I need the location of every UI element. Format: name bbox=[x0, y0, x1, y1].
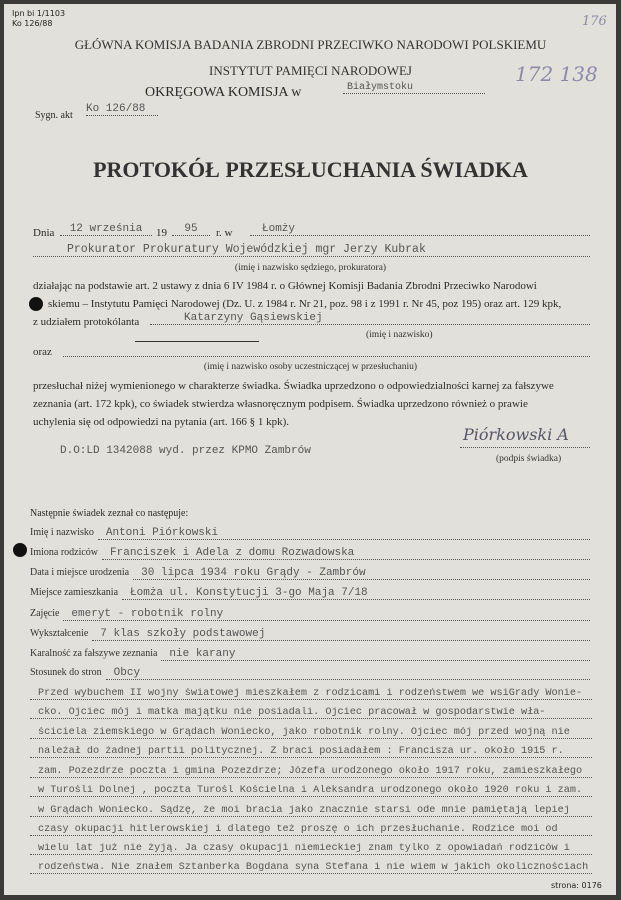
official-name: Prokurator Prokuratury Wojewódzkiej mgr Jerzy Kubrak bbox=[33, 243, 590, 257]
narrative-line: czasy okupacji hitlerowskiej i dlatego też proszę o ich przesłuchanie. Rodzice moi od bbox=[30, 824, 592, 836]
archive-reference bbox=[12, 9, 65, 29]
field-label: Imiona rodziców bbox=[30, 547, 99, 558]
clerk-caption: (imię i nazwisko) bbox=[366, 330, 433, 340]
narrative-line: ściciela ziemskiego w Grądach Woniecko, jako robotnik rolny. Ojciec mój przed wojną nie bbox=[30, 727, 592, 739]
clerk-label: z udziałem protokólanta bbox=[33, 316, 140, 328]
clerk-name: Katarzyny Gąsiewskiej bbox=[150, 312, 590, 325]
archive-ref-2: Ko 126/88 bbox=[12, 19, 53, 28]
field-value: Franciszek i Adela z domu Rozwadowska bbox=[102, 547, 590, 560]
field-label: Wykształcenie bbox=[30, 628, 89, 639]
field-label: Miejsce zamieszkania bbox=[30, 587, 119, 598]
field-row-criminal-record bbox=[30, 648, 590, 661]
page-label: strona: 0176 bbox=[551, 881, 602, 890]
field-value: 30 lipca 1934 roku Grądy - Zambrów bbox=[133, 567, 590, 580]
year-suffix: 95 bbox=[172, 223, 210, 236]
archive-ref-1: Ipn bi 1/1103 bbox=[12, 9, 66, 18]
field-row-relation bbox=[30, 667, 590, 680]
document-title: PROTOKÓŁ PRZESŁUCHANIA ŚWIADKA bbox=[93, 157, 528, 182]
field-label: Karalność za fałszywe zeznania bbox=[30, 648, 158, 659]
year-prefix: 19 bbox=[156, 227, 167, 239]
legal-line-1: działając na podstawie art. 2 ustawy z dnia 6 IV 1984 r. o Głównej Komisji Badania Zbrodni Przeciwko Narodowi bbox=[33, 280, 537, 292]
field-value: 7 klas szkoły podstawowej bbox=[92, 628, 590, 641]
field-value: Łomża ul. Konstytucji 3-go Maja 7/18 bbox=[122, 587, 590, 600]
signature-caption: (podpis świadka) bbox=[496, 454, 562, 464]
header-line-2: INSTYTUT PAMIĘCI NARODOWEJ bbox=[209, 63, 412, 78]
field-label: Stosunek do stron bbox=[30, 667, 102, 678]
case-label: Sygn. akt bbox=[35, 110, 73, 121]
narrative-line: Przed wybuchem II wojny światowej mieszkałem z rodzicami i rodzeństwem we wsiGrady Wonie- bbox=[30, 688, 592, 700]
official-caption: (imię i nazwisko sędziego, prokuratora) bbox=[234, 263, 387, 273]
field-row-birth bbox=[30, 567, 590, 580]
handwritten-folio: 172 138 bbox=[515, 62, 598, 86]
other-participant-field bbox=[63, 356, 590, 357]
warning-line-3: uchylenia się od odpowiedzi na pytania (art. 166 § 1 kpk). bbox=[33, 416, 289, 428]
field-value: emeryt - robotnik rolny bbox=[63, 608, 590, 621]
witness-signature: Piórkowski A bbox=[463, 425, 569, 444]
id-document: D.O:LD 1342088 wyd. przez KPMO Zambrów bbox=[60, 445, 311, 457]
punch-hole bbox=[13, 543, 27, 557]
narrative-line: cko. Ojciec mój i matka majątku nie posiadali. Ojciec pracował w gospodarstwie wła- bbox=[30, 707, 592, 719]
field-value: Antoni Piórkowski bbox=[98, 527, 590, 540]
field-value: nie karany bbox=[161, 648, 590, 661]
field-row-occupation bbox=[30, 608, 590, 621]
legal-line-2: skiemu – Instytutu Pamięci Narodowej (Dz. U. z 1984 r. Nr 21, poz. 98 i z 1991 r. Nr 45, poz 195) oraz art. 129 kpk, bbox=[48, 298, 562, 310]
field-value: Obcy bbox=[106, 667, 590, 680]
field-row-residence bbox=[30, 587, 590, 600]
punch-hole bbox=[29, 297, 43, 311]
field-label: Data i miejsce urodzenia bbox=[30, 567, 130, 578]
field-label: Zajęcie bbox=[30, 608, 60, 619]
handwritten-page-number: 176 bbox=[582, 14, 607, 29]
header-line-1: GŁÓWNA KOMISJA BADANIA ZBRODNI PRZECIWKO NARODOWI POLSKIEMU bbox=[74, 37, 547, 52]
place-value: Łomży bbox=[250, 223, 590, 236]
narrative-line: zam. Pozezdrze poczta i gmina Pozezdrze; Józefa urodzonego około 1917 roku, zamieszkałego bbox=[30, 766, 592, 778]
signature-line bbox=[460, 447, 590, 448]
commission-city: Białymstoku bbox=[343, 82, 485, 94]
testimony-intro: Następnie świadek zeznał co następuje: bbox=[30, 508, 189, 519]
case-number: Ko 126/88 bbox=[86, 103, 158, 116]
other-caption: (imię i nazwisko osoby uczestniczącej w przesłuchaniu) bbox=[203, 362, 418, 372]
commission-label: OKRĘGOWA KOMISJA w bbox=[145, 85, 302, 100]
other-label: oraz bbox=[33, 346, 52, 358]
warning-line-1: przesłuchał niżej wymienionego w charakterze świadka. Świadka uprzedzono o odpowiedzialności karnej za fałszywe bbox=[33, 380, 554, 392]
narrative-line: wielu lat już nie żyją. Ja czasy okupacji niemieckiej znam tylko z opowiadań rodziców i bbox=[30, 843, 592, 855]
narrative-line: należał do żadnej partii politycznej. Z braci posiadałem : Francisza ur. około 1915 r. bbox=[30, 746, 592, 758]
field-row-name bbox=[30, 527, 590, 540]
field-row-education bbox=[30, 628, 590, 641]
field-label: Imię i nazwisko bbox=[30, 527, 94, 538]
divider-line bbox=[135, 341, 259, 342]
narrative-line: w Grądach Woniecko. Sądzę, że moi bracia jako znacznie starsi ode mnie pamiętają lepiej bbox=[30, 805, 592, 817]
narrative-line: w Turośli Dolnej , poczta Turośl Kościelna i Aleksandra urodzonego około 1920 roku i zam. bbox=[30, 785, 592, 797]
narrative-line: rodzeństwa. Nie znałem Sztanberka Bogdana syna Stefana i nie wiem w jakich okolicznościach bbox=[30, 862, 592, 874]
place-label: r. w bbox=[216, 227, 233, 239]
field-row-parents bbox=[30, 547, 590, 560]
date-day-month: 12 września bbox=[60, 223, 152, 236]
warning-line-2: zeznania (art. 172 kpk), co świadek stwierdza własnoręcznym podpisem. Świadka uprzedzono również o prawie bbox=[33, 398, 528, 410]
date-label: Dnia bbox=[33, 227, 55, 239]
